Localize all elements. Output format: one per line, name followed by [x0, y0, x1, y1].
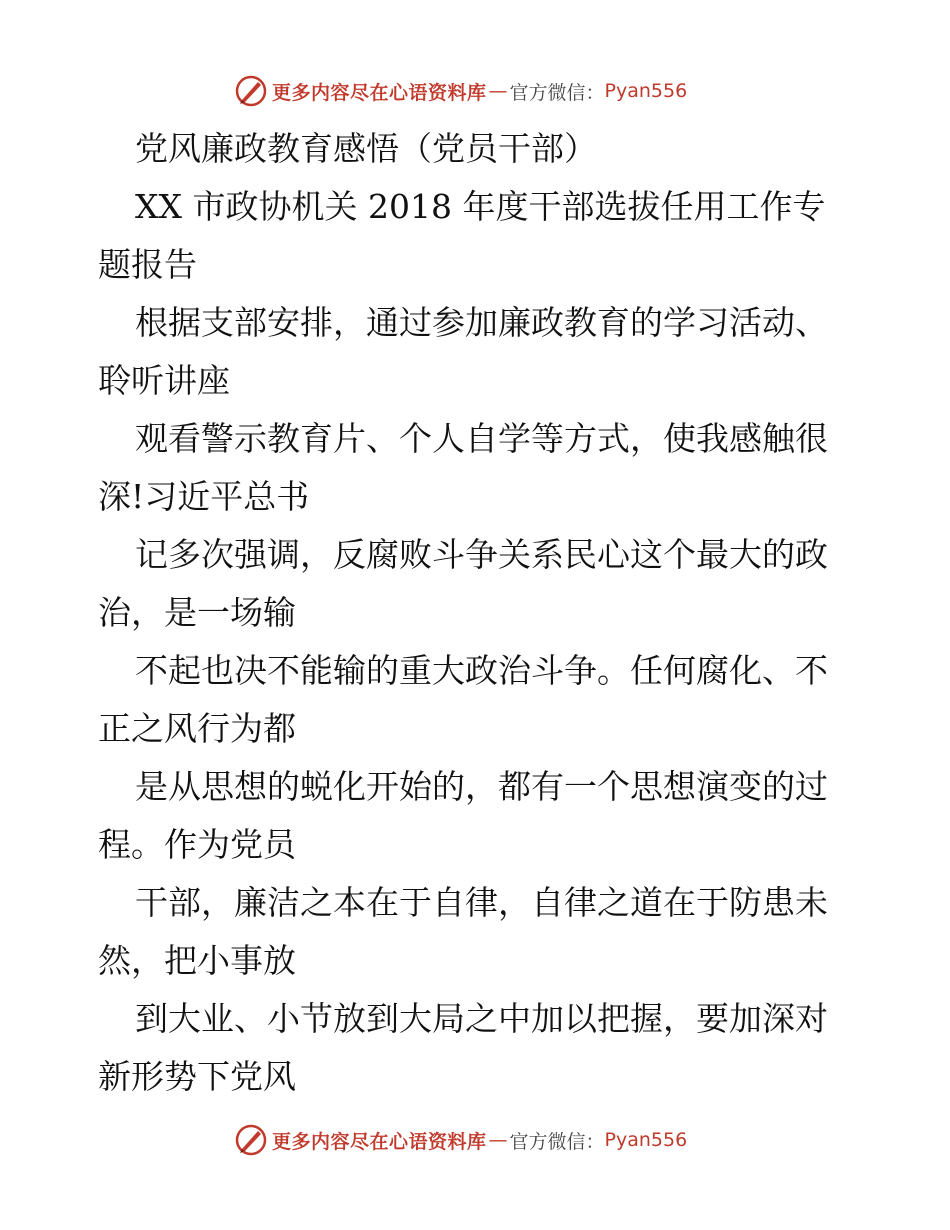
text-line: 记多次强调，反腐败斗争关系民心这个最大的政 [135, 535, 828, 574]
quill-pen-logo-icon [234, 74, 268, 108]
text-line: 正之风行为都 [98, 709, 296, 748]
banner-separator: — [488, 80, 508, 102]
document-title: 党风廉政教育感悟（党员干部） [135, 129, 597, 168]
text-line: 观看警示教育片、个人自学等方式，使我感触很 [135, 419, 828, 458]
text-line: 不起也决不能输的重大政治斗争。任何腐化、不 [135, 651, 828, 690]
wechat-id: Pyan556 [604, 80, 688, 102]
header-banner [234, 73, 687, 109]
banner-slogan: 更多内容尽在心语资料库 [272, 81, 487, 104]
wechat-label: 官方微信： [509, 81, 605, 104]
text-line: 根据支部安排，通过参加廉政教育的学习活动、 [135, 303, 828, 342]
text-line: 然，把小事放 [98, 941, 296, 980]
text-line: 深!习近平总书 [98, 477, 310, 516]
wechat-label: 官方微信： [509, 1130, 605, 1153]
document-body [98, 120, 858, 1106]
text-line: 是从思想的蜕化开始的，都有一个思想演变的过 [135, 767, 828, 806]
quill-pen-logo-icon [234, 1123, 268, 1157]
text-line: 程。作为党员 [98, 825, 296, 864]
wechat-id: Pyan556 [604, 1129, 688, 1151]
footer-banner [234, 1122, 687, 1158]
banner-separator: — [488, 1129, 508, 1151]
text-line: XX 市政协机关 2018 年度干部选拔任用工作专 [135, 187, 826, 226]
banner-slogan: 更多内容尽在心语资料库 [272, 1130, 487, 1153]
text-line: 题报告 [98, 245, 197, 284]
text-line: 干部，廉洁之本在于自律，自律之道在于防患未 [135, 883, 828, 922]
text-line: 治，是一场输 [98, 593, 296, 632]
text-line: 到大业、小节放到大局之中加以把握，要加深对 [135, 999, 828, 1038]
text-line: 聆听讲座 [98, 361, 230, 400]
text-line: 新形势下党风 [98, 1057, 296, 1096]
